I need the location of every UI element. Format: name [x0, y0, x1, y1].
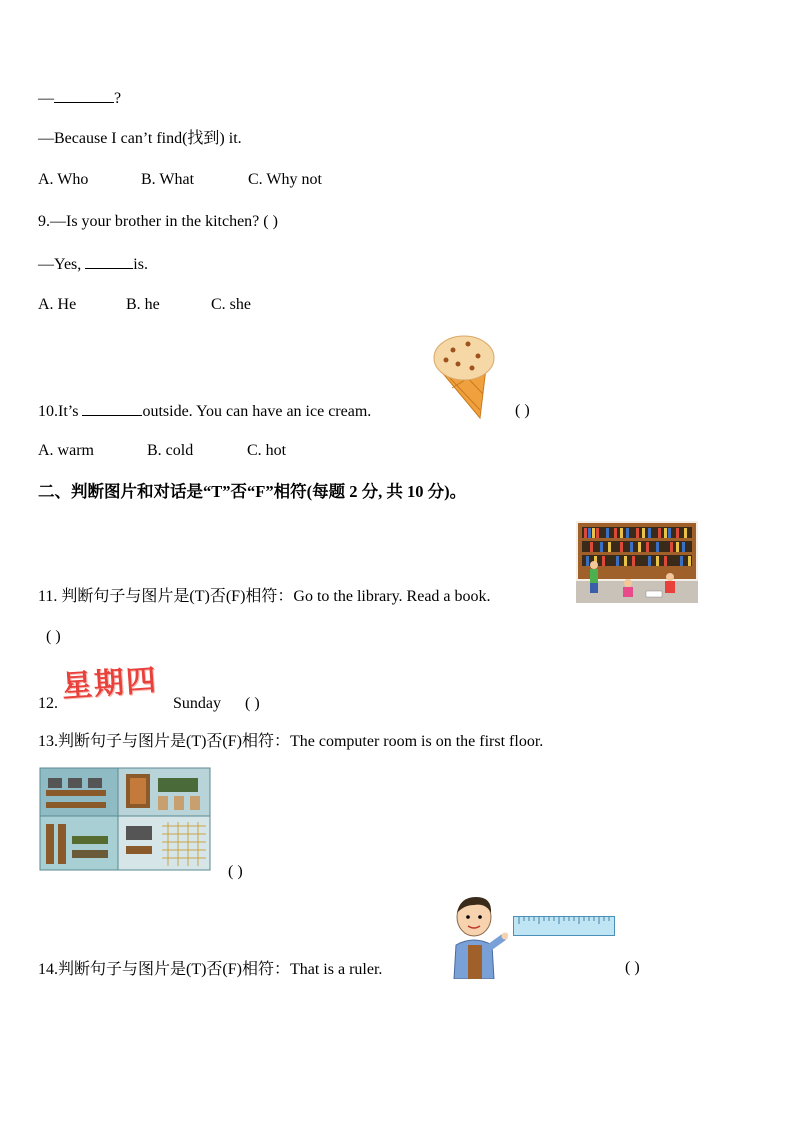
- boy-pointing-image: [446, 893, 508, 979]
- q9-option-c[interactable]: C. she: [211, 296, 251, 313]
- q9-answer-start: —Yes,: [38, 256, 86, 273]
- q13-text: 13.判断句子与图片是(T)否(F)相符：The computer room is on the first floor.: [38, 733, 544, 750]
- q9-options: [38, 295, 251, 315]
- q9-blank[interactable]: [85, 254, 133, 269]
- q8-answer: —Because I can’t find(找到) it.: [38, 130, 242, 147]
- q12-answer-paren[interactable]: ( ): [245, 695, 260, 712]
- q10-question-end: outside. You can have an ice cream.: [142, 403, 372, 420]
- q10-option-a[interactable]: A. warm: [38, 442, 94, 459]
- q9-question: 9.—Is your brother in the kitchen? ( ): [38, 213, 278, 230]
- q10-blank[interactable]: [82, 401, 142, 416]
- q8-option-a[interactable]: A. Who: [38, 171, 89, 188]
- q8-question: [38, 88, 121, 109]
- q8-options: [38, 170, 322, 190]
- library-image: [576, 521, 698, 603]
- q10-question-start: 10.It’s: [38, 403, 83, 420]
- ruler-image: [513, 916, 615, 936]
- q9-answer-end: is.: [133, 256, 148, 273]
- q8-qmark: ?: [114, 90, 122, 107]
- q9-option-b[interactable]: B. he: [126, 296, 160, 313]
- q10-answer-paren[interactable]: ( ): [515, 402, 530, 419]
- school-building-image: [38, 766, 212, 872]
- q10-option-b[interactable]: B. cold: [147, 442, 194, 459]
- q8-option-c[interactable]: C. Why not: [248, 171, 322, 188]
- q8-option-b[interactable]: B. What: [141, 171, 195, 188]
- q12-word: Sunday: [173, 695, 221, 712]
- thursday-image: 星期四: [60, 662, 160, 705]
- section-2-heading: 二、判断图片和对话是“T”否“F”相符(每题 2 分, 共 10 分)。: [38, 482, 467, 501]
- q11-answer-paren[interactable]: ( ): [46, 628, 61, 645]
- q9-answer: [38, 254, 148, 275]
- ice-cream-image: [428, 330, 498, 420]
- q14-text: 14.判断句子与图片是(T)否(F)相符：That is a ruler.: [38, 961, 383, 978]
- q13-answer-paren[interactable]: ( ): [228, 863, 243, 880]
- q12-number: 12.: [38, 695, 58, 712]
- q8-dash: —: [38, 90, 54, 107]
- q8-blank[interactable]: [54, 88, 114, 103]
- q10-options: [38, 441, 286, 461]
- q10-option-c[interactable]: C. hot: [247, 442, 287, 459]
- q10-question: [38, 401, 371, 422]
- q11-text: 11. 判断句子与图片是(T)否(F)相符：Go to the library. Read a book.: [38, 588, 491, 605]
- q9-option-a[interactable]: A. He: [38, 296, 77, 313]
- q14-answer-paren[interactable]: ( ): [625, 959, 640, 976]
